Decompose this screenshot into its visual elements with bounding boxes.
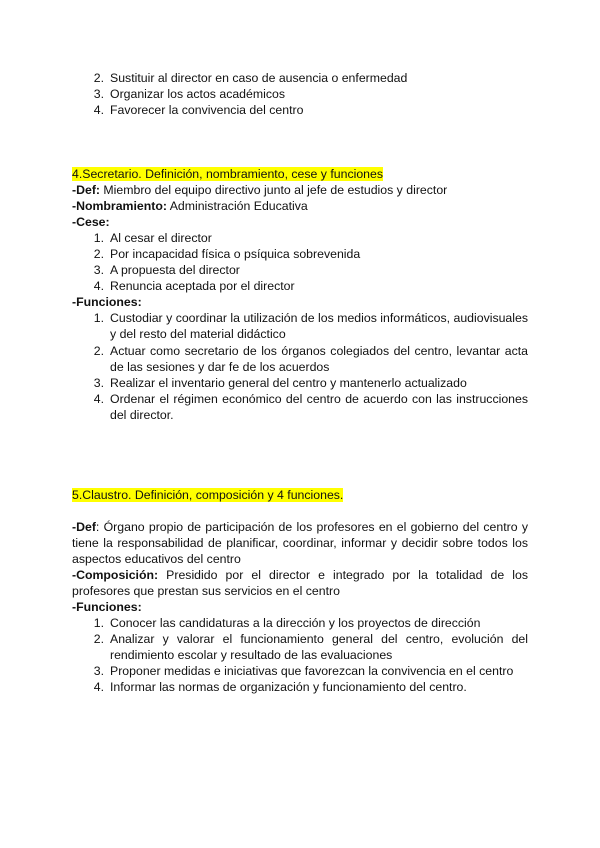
list-item: [90, 663, 528, 679]
secretario-def: [72, 182, 447, 198]
list-text: A propuesta del director: [110, 263, 240, 277]
list-number: 2.: [93, 632, 104, 646]
list-text: Conocer las candidaturas a la dirección y los proyectos de dirección: [110, 616, 481, 630]
list-number: 4.: [93, 392, 104, 406]
list-number: 4.: [93, 279, 104, 293]
section-heading-claustro: 5.Claustro. Definición, composición y 4 funciones.: [72, 488, 344, 502]
list-number: 2.: [93, 344, 104, 358]
def-label: -Def:: [72, 183, 101, 197]
composicion-text: Presidido por el director e integrado por la totalidad de los profesores que prestan sus servicios en el centro: [72, 568, 528, 598]
list-number: 1.: [93, 231, 104, 245]
list-text: Renuncia aceptada por el director: [110, 279, 295, 293]
list-number: 1.: [93, 616, 104, 630]
list-item: [90, 375, 528, 391]
list-item: [90, 70, 528, 86]
list-number: 2.: [93, 247, 104, 261]
section-heading-secretario: 4.Secretario. Definición, nombramiento, cese y funciones: [72, 167, 383, 181]
list-number: 4.: [93, 680, 104, 694]
nombramiento-label: -Nombramiento:: [72, 199, 167, 213]
list-number: 3.: [93, 376, 104, 390]
list-number: 3.: [93, 263, 104, 277]
list-item: [90, 86, 528, 102]
composicion-label: -Composición:: [72, 568, 159, 582]
secretario-cese-label: -Cese:: [72, 215, 110, 229]
list-text: Al cesar el director: [110, 231, 212, 245]
claustro-def: [72, 519, 528, 567]
list-item: [90, 310, 528, 342]
list-item: [90, 246, 528, 262]
list-item: [90, 391, 528, 423]
list-item: [90, 102, 528, 118]
claustro-composicion: [72, 567, 528, 599]
list-item: [90, 278, 528, 294]
list-text: Informar las normas de organización y funcionamiento del centro.: [110, 680, 467, 694]
list-number: 3.: [93, 87, 104, 101]
list-item: [90, 679, 528, 695]
claustro-funciones-label: -Funciones:: [72, 600, 142, 614]
list-number: 3.: [93, 664, 104, 678]
list-item: [90, 631, 528, 663]
list-item: [90, 615, 528, 631]
list-text: Por incapacidad física o psíquica sobrevenida: [110, 247, 361, 261]
def-text: Miembro del equipo directivo junto al jefe de estudios y director: [100, 183, 448, 197]
list-item: [90, 343, 528, 375]
list-text: Favorecer la convivencia del centro: [110, 103, 304, 117]
list-text: Ordenar el régimen económico del centro de acuerdo con las instrucciones del director.: [110, 392, 528, 422]
list-text: Organizar los actos académicos: [110, 87, 285, 101]
secretario-funciones-label: -Funciones:: [72, 295, 142, 309]
nombramiento-text: Administración Educativa: [166, 199, 308, 213]
list-text: Custodiar y coordinar la utilización de los medios informáticos, audiovisuales y del resto del material didáctico: [110, 311, 528, 341]
def-label: -Def: [72, 520, 96, 534]
list-text: Analizar y valorar el funcionamiento general del centro, evolución del rendimiento escolar y resultado de las evaluaciones: [110, 632, 528, 662]
list-text: Realizar el inventario general del centro y mantenerlo actualizado: [110, 376, 467, 390]
list-text: Sustituir al director en caso de ausencia o enfermedad: [110, 71, 408, 85]
list-number: 2.: [93, 71, 104, 85]
list-text: Actuar como secretario de los órganos colegiados del centro, levantar acta de las sesiones y dar fe de los acuerdos: [110, 344, 528, 374]
list-item: [90, 262, 528, 278]
def-text: : Órgano propio de participación de los profesores en el gobierno del centro y tiene la responsabilidad de planificar, coordinar, informar y decidir sobre todos los aspectos educativos del centro: [72, 520, 528, 566]
list-number: 4.: [93, 103, 104, 117]
list-text: Proponer medidas e iniciativas que favorezcan la convivencia en el centro: [110, 664, 514, 678]
list-number: 1.: [93, 311, 104, 325]
list-item: [90, 230, 528, 246]
secretario-nombramiento: [72, 198, 308, 214]
